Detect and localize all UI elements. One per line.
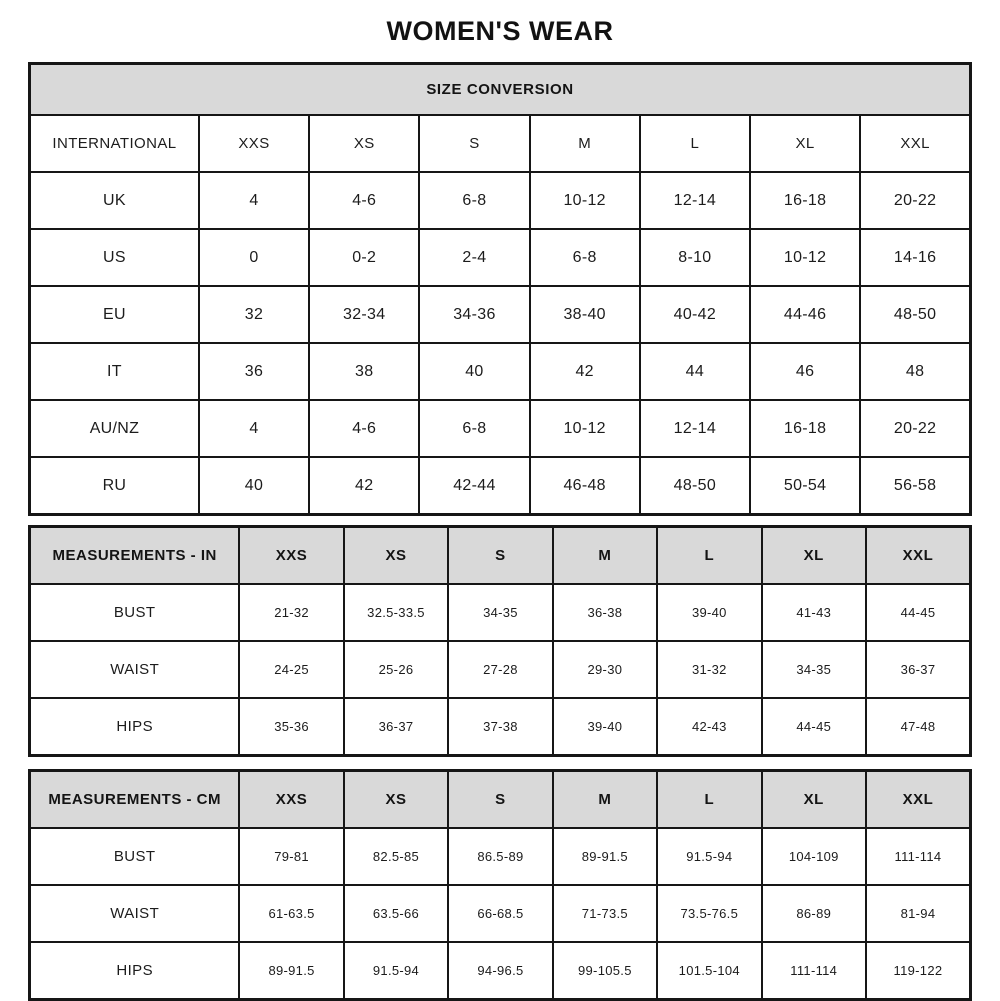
value-cell: 46	[750, 343, 860, 400]
size-conversion-table	[28, 62, 972, 516]
value-cell: 12-14	[640, 400, 750, 457]
row-label: EU	[30, 286, 199, 343]
value-cell: 86-89	[762, 885, 866, 942]
table-row	[30, 942, 971, 1000]
page-title: WOMEN'S WEAR	[386, 16, 614, 46]
row-label: BUST	[30, 828, 240, 885]
value-cell: 40-42	[640, 286, 750, 343]
value-cell: 36-38	[553, 584, 657, 641]
value-cell: 16-18	[750, 172, 860, 229]
size-column-header: XXS	[199, 115, 309, 172]
value-cell: 91.5-94	[657, 828, 761, 885]
size-column-header: XXS	[239, 527, 343, 585]
value-cell: 14-16	[860, 229, 970, 286]
value-cell: 82.5-85	[344, 828, 448, 885]
value-cell: 32.5-33.5	[344, 584, 448, 641]
size-column-header: XL	[750, 115, 860, 172]
value-cell: 81-94	[866, 885, 971, 942]
size-column-header: L	[657, 527, 761, 585]
value-cell: 34-35	[762, 641, 866, 698]
table-row	[30, 698, 971, 756]
value-cell: 89-91.5	[239, 942, 343, 1000]
value-cell: 20-22	[860, 400, 970, 457]
size-column-header: M	[553, 527, 657, 585]
value-cell: 56-58	[860, 457, 970, 515]
value-cell: 42-44	[419, 457, 529, 515]
value-cell: 44-45	[866, 584, 971, 641]
value-cell: 8-10	[640, 229, 750, 286]
value-cell: 79-81	[239, 828, 343, 885]
row-label: WAIST	[30, 641, 240, 698]
value-cell: 101.5-104	[657, 942, 761, 1000]
value-cell: 36-37	[344, 698, 448, 756]
value-cell: 40	[419, 343, 529, 400]
value-cell: 4-6	[309, 400, 419, 457]
table-row	[30, 286, 971, 343]
size-conversion-title: SIZE CONVERSION	[30, 64, 971, 116]
size-conversion-banner-row	[30, 64, 971, 116]
value-cell: 35-36	[239, 698, 343, 756]
value-cell: 44-45	[762, 698, 866, 756]
size-column-header: XL	[762, 527, 866, 585]
table-row	[30, 885, 971, 942]
row-label: HIPS	[30, 698, 240, 756]
size-column-header: XS	[344, 771, 448, 829]
value-cell: 44	[640, 343, 750, 400]
value-cell: 27-28	[448, 641, 552, 698]
value-cell: 119-122	[866, 942, 971, 1000]
value-cell: 6-8	[419, 172, 529, 229]
value-cell: 37-38	[448, 698, 552, 756]
row-label: AU/NZ	[30, 400, 199, 457]
row-label: IT	[30, 343, 199, 400]
value-cell: 4-6	[309, 172, 419, 229]
row-label: WAIST	[30, 885, 240, 942]
value-cell: 6-8	[530, 229, 640, 286]
value-cell: 4	[199, 400, 309, 457]
value-cell: 104-109	[762, 828, 866, 885]
value-cell: 4	[199, 172, 309, 229]
value-cell: 36-37	[866, 641, 971, 698]
value-cell: 99-105.5	[553, 942, 657, 1000]
value-cell: 111-114	[762, 942, 866, 1000]
size-column-header: S	[419, 115, 529, 172]
value-cell: 73.5-76.5	[657, 885, 761, 942]
value-cell: 21-32	[239, 584, 343, 641]
table-row	[30, 457, 971, 515]
table-title-cell: MEASUREMENTS - IN	[30, 527, 240, 585]
value-cell: 63.5-66	[344, 885, 448, 942]
value-cell: 40	[199, 457, 309, 515]
size-column-header: XXL	[860, 115, 970, 172]
size-column-header: XS	[344, 527, 448, 585]
size-column-header: M	[530, 115, 640, 172]
value-cell: 86.5-89	[448, 828, 552, 885]
value-cell: 32	[199, 286, 309, 343]
row-label: RU	[30, 457, 199, 515]
value-cell: 36	[199, 343, 309, 400]
value-cell: 10-12	[750, 229, 860, 286]
value-cell: 39-40	[553, 698, 657, 756]
value-cell: 10-12	[530, 400, 640, 457]
value-cell: 20-22	[860, 172, 970, 229]
value-cell: 44-46	[750, 286, 860, 343]
value-cell: 42-43	[657, 698, 761, 756]
size-conversion-column-header-row	[30, 115, 971, 172]
table-row	[30, 828, 971, 885]
table-title-cell: MEASUREMENTS - CM	[30, 771, 240, 829]
value-cell: 12-14	[640, 172, 750, 229]
value-cell: 66-68.5	[448, 885, 552, 942]
value-cell: 29-30	[553, 641, 657, 698]
size-column-header: L	[657, 771, 761, 829]
measurements-cm-header-row	[30, 771, 971, 829]
value-cell: 31-32	[657, 641, 761, 698]
size-column-header: XXL	[866, 771, 971, 829]
table-row	[30, 172, 971, 229]
measurements-cm-table	[28, 769, 972, 1001]
value-cell: 34-35	[448, 584, 552, 641]
row-label: US	[30, 229, 199, 286]
size-column-header: S	[448, 527, 552, 585]
row-label: BUST	[30, 584, 240, 641]
value-cell: 16-18	[750, 400, 860, 457]
value-cell: 2-4	[419, 229, 529, 286]
row-label: HIPS	[30, 942, 240, 1000]
size-column-header: M	[553, 771, 657, 829]
value-cell: 0	[199, 229, 309, 286]
value-cell: 10-12	[530, 172, 640, 229]
value-cell: 46-48	[530, 457, 640, 515]
value-cell: 71-73.5	[553, 885, 657, 942]
value-cell: 47-48	[866, 698, 971, 756]
table-row	[30, 584, 971, 641]
value-cell: 34-36	[419, 286, 529, 343]
value-cell: 38	[309, 343, 419, 400]
size-column-header: XS	[309, 115, 419, 172]
value-cell: 42	[530, 343, 640, 400]
value-cell: 32-34	[309, 286, 419, 343]
value-cell: 39-40	[657, 584, 761, 641]
value-cell: 94-96.5	[448, 942, 552, 1000]
value-cell: 25-26	[344, 641, 448, 698]
table-row	[30, 400, 971, 457]
value-cell: 48-50	[640, 457, 750, 515]
value-cell: 48-50	[860, 286, 970, 343]
row-label: UK	[30, 172, 199, 229]
table-row	[30, 229, 971, 286]
value-cell: 24-25	[239, 641, 343, 698]
value-cell: 6-8	[419, 400, 529, 457]
table-row	[30, 343, 971, 400]
measurements-in-table	[28, 525, 972, 757]
value-cell: 41-43	[762, 584, 866, 641]
value-cell: 0-2	[309, 229, 419, 286]
size-column-header: INTERNATIONAL	[30, 115, 199, 172]
size-column-header: XXL	[866, 527, 971, 585]
value-cell: 48	[860, 343, 970, 400]
value-cell: 91.5-94	[344, 942, 448, 1000]
value-cell: 111-114	[866, 828, 971, 885]
value-cell: 42	[309, 457, 419, 515]
measurements-in-header-row	[30, 527, 971, 585]
size-column-header: S	[448, 771, 552, 829]
size-column-header: XXS	[239, 771, 343, 829]
value-cell: 38-40	[530, 286, 640, 343]
value-cell: 89-91.5	[553, 828, 657, 885]
size-column-header: XL	[762, 771, 866, 829]
value-cell: 61-63.5	[239, 885, 343, 942]
value-cell: 50-54	[750, 457, 860, 515]
table-row	[30, 641, 971, 698]
size-column-header: L	[640, 115, 750, 172]
